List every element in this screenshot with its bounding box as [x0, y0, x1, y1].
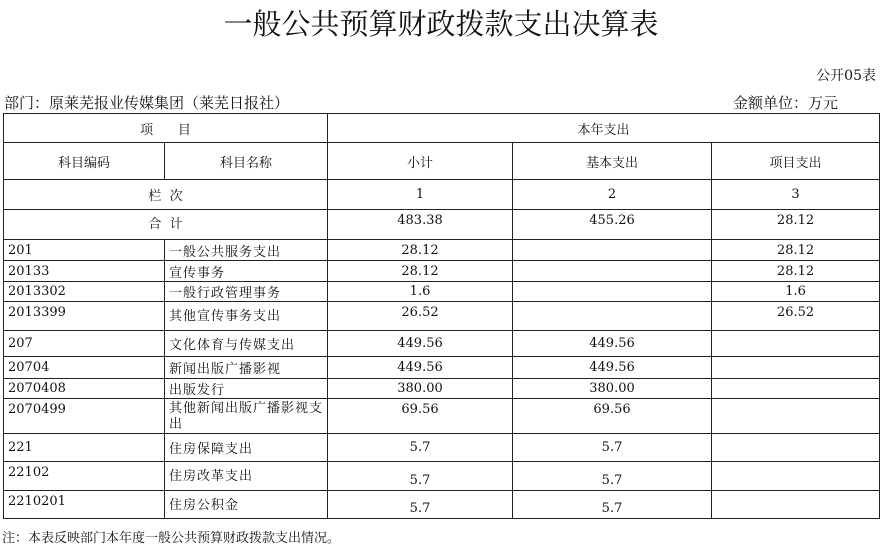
row-code: 2070408 — [4, 379, 165, 399]
column-label: 栏 次 — [4, 180, 328, 210]
row-code: 207 — [4, 331, 165, 357]
row-name: 住房保障支出 — [165, 434, 328, 462]
row-code: 2210201 — [4, 491, 165, 519]
row-code: 22102 — [4, 462, 165, 491]
row-basic — [513, 282, 712, 302]
row-code: 20133 — [4, 261, 165, 282]
header-this-year: 本年支出 — [328, 114, 880, 143]
row-project — [712, 399, 880, 434]
row-subtotal: 5.7 — [328, 434, 513, 462]
header-item: 项 目 — [4, 114, 328, 143]
row-code: 2013302 — [4, 282, 165, 302]
row-subtotal: 449.56 — [328, 357, 513, 379]
table-row — [4, 491, 880, 519]
col-index-2: 2 — [513, 180, 712, 210]
row-project — [712, 434, 880, 462]
row-basic — [513, 240, 712, 261]
row-subtotal: 380.00 — [328, 379, 513, 399]
total-basic: 455.26 — [513, 210, 712, 240]
row-subtotal: 69.56 — [328, 399, 513, 434]
row-code: 2013399 — [4, 302, 165, 331]
expenditure-table — [3, 113, 880, 519]
col-index-3: 3 — [712, 180, 880, 210]
header-name: 科目名称 — [165, 143, 328, 180]
total-label: 合 计 — [4, 210, 328, 240]
row-basic: 449.56 — [513, 357, 712, 379]
table-row — [4, 379, 880, 399]
row-project — [712, 357, 880, 379]
table-row — [4, 240, 880, 261]
table-row — [4, 331, 880, 357]
row-subtotal: 5.7 — [328, 462, 513, 491]
row-name: 一般公共服务支出 — [165, 240, 328, 261]
row-name: 住房改革支出 — [165, 462, 328, 491]
row-name: 住房公积金 — [165, 491, 328, 519]
row-project — [712, 491, 880, 519]
table-row — [4, 302, 880, 331]
row-name: 一般行政管理事务 — [165, 282, 328, 302]
table-row — [4, 282, 880, 302]
row-name: 新闻出版广播影视 — [165, 357, 328, 379]
form-number: 公开05表 — [816, 68, 876, 84]
header-code: 科目编码 — [4, 143, 165, 180]
row-basic: 5.7 — [513, 462, 712, 491]
row-basic: 5.7 — [513, 434, 712, 462]
header-basic: 基本支出 — [513, 143, 712, 180]
row-project: 26.52 — [712, 302, 880, 331]
row-project: 1.6 — [712, 282, 880, 302]
table-row — [4, 434, 880, 462]
row-code: 2070499 — [4, 399, 165, 434]
table-row — [4, 357, 880, 379]
row-basic: 380.00 — [513, 379, 712, 399]
table-row — [4, 261, 880, 282]
row-name: 其他宣传事务支出 — [165, 302, 328, 331]
row-project — [712, 331, 880, 357]
row-subtotal: 26.52 — [328, 302, 513, 331]
row-project — [712, 379, 880, 399]
row-subtotal: 28.12 — [328, 240, 513, 261]
header-project: 项目支出 — [712, 143, 880, 180]
row-subtotal: 5.7 — [328, 491, 513, 519]
row-project — [712, 462, 880, 491]
amount-unit-label: 金额单位：万元 — [733, 94, 839, 112]
department-label: 部门：原莱芜报业传媒集团（莱芜日报社） — [4, 94, 290, 112]
total-project: 28.12 — [712, 210, 880, 240]
row-basic: 449.56 — [513, 331, 712, 357]
table-row — [4, 399, 880, 434]
table-row — [4, 462, 880, 491]
total-subtotal: 483.38 — [328, 210, 513, 240]
header-subtotal: 小计 — [328, 143, 513, 180]
row-code: 221 — [4, 434, 165, 462]
row-code: 20704 — [4, 357, 165, 379]
footnote: 注：本表反映部门本年度一般公共预算财政拨款支出情况。 — [2, 531, 341, 546]
col-index-1: 1 — [328, 180, 513, 210]
row-subtotal: 449.56 — [328, 331, 513, 357]
row-name: 其他新闻出版广播影视支出 — [165, 399, 328, 434]
row-basic — [513, 302, 712, 331]
page-title: 一般公共预算财政拨款支出决算表 — [223, 7, 659, 41]
row-basic — [513, 261, 712, 282]
row-code: 201 — [4, 240, 165, 261]
row-name: 宣传事务 — [165, 261, 328, 282]
row-name: 出版发行 — [165, 379, 328, 399]
row-subtotal: 28.12 — [328, 261, 513, 282]
row-project: 28.12 — [712, 240, 880, 261]
row-name: 文化体育与传媒支出 — [165, 331, 328, 357]
row-basic: 5.7 — [513, 491, 712, 519]
row-basic: 69.56 — [513, 399, 712, 434]
row-project: 28.12 — [712, 261, 880, 282]
row-subtotal: 1.6 — [328, 282, 513, 302]
